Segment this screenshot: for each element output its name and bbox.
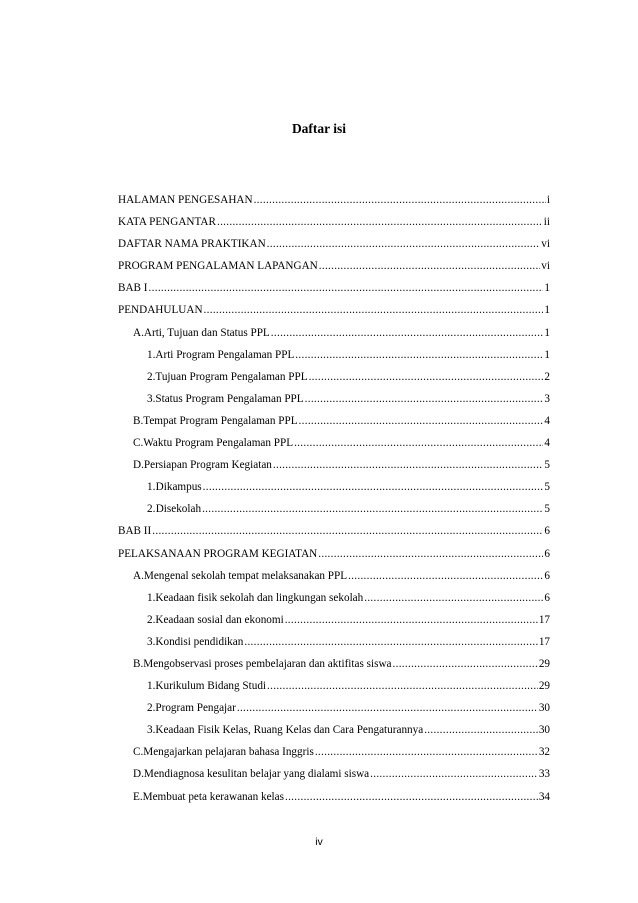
toc-entry-title: Tempat Program Pengalaman PPL — [143, 414, 298, 427]
toc-entry-page: 1 — [544, 326, 550, 339]
toc-entry-page: vi — [541, 260, 550, 273]
toc-dot-leader — [237, 702, 538, 714]
toc-entry-page: 30 — [538, 702, 550, 715]
toc-entry-title: Mendiagnosa kesulitan belajar yang dialami siswa — [143, 768, 370, 781]
toc-entry — [118, 592, 550, 614]
toc-dot-leader — [285, 791, 538, 803]
toc-entry-title: Kurikulum Bidang Studi — [155, 680, 267, 693]
toc-entry-page: vi — [541, 238, 550, 251]
toc-entry-number: 1. — [147, 348, 156, 361]
toc-entry-number: D. — [133, 459, 144, 472]
toc-entry — [118, 746, 550, 768]
toc-dot-leader — [254, 194, 546, 206]
toc-entry-title: Keadaan sosial dan ekonomi — [155, 613, 284, 626]
toc-entry-title: Waktu Program Pengalaman PPL — [143, 437, 294, 450]
toc-entry-number: 1. — [147, 481, 156, 494]
toc-entry-number: C. — [133, 437, 144, 450]
toc-entry — [118, 658, 550, 680]
toc-entry-title: PELAKSANAAN PROGRAM KEGIATAN — [118, 547, 318, 560]
toc-entry-title: PENDAHULUAN — [118, 304, 203, 317]
toc-entry-number: 2. — [147, 503, 156, 516]
toc-entry-page: 17 — [538, 613, 550, 626]
toc-dot-leader — [203, 481, 544, 493]
toc-entry — [118, 680, 550, 702]
toc-dot-leader — [299, 415, 544, 427]
toc-dot-leader — [217, 216, 543, 228]
toc-entry-page: 33 — [538, 768, 550, 781]
toc-entry-number: 3. — [147, 392, 156, 405]
toc-dot-leader — [295, 349, 543, 361]
toc-dot-leader — [309, 371, 544, 383]
toc-dot-leader — [202, 503, 543, 515]
toc-entry — [118, 459, 550, 481]
toc-entry-number: 2. — [147, 702, 156, 715]
toc-entry-title: Mengenal sekolah tempat melaksanakan PPL — [143, 569, 348, 582]
toc-entry-title: PROGRAM PENGALAMAN LAPANGAN — [118, 260, 318, 273]
toc-dot-leader — [424, 724, 538, 736]
toc-entry-page: 5 — [544, 503, 550, 516]
toc-entry — [118, 525, 550, 547]
toc-dot-leader — [152, 525, 543, 537]
toc-entry-number: B. — [133, 657, 144, 670]
toc-entry — [118, 327, 550, 349]
toc-entry-number: 3. — [147, 724, 156, 737]
toc-entry-page: 34 — [538, 790, 550, 803]
toc-entry-title: KATA PENGANTAR — [118, 216, 216, 229]
toc-entry — [118, 260, 550, 282]
toc-entry-title: BAB II — [118, 525, 152, 538]
toc-dot-leader — [319, 260, 541, 272]
toc-entry — [118, 216, 550, 238]
toc-entry-page: 5 — [544, 481, 550, 494]
toc-dot-leader — [318, 548, 543, 560]
toc-entry — [118, 194, 550, 216]
toc-entry-number: 2. — [147, 370, 156, 383]
toc-entry-number: B. — [133, 414, 144, 427]
toc-dot-leader — [294, 437, 543, 449]
toc-entry-page: 6 — [544, 547, 550, 560]
toc-entry-title: Tujuan Program Pengalaman PPL — [155, 370, 308, 383]
toc-entry — [118, 304, 550, 326]
toc-entry — [118, 724, 550, 746]
toc-entry-page: ii — [543, 216, 550, 229]
toc-entry-page: 5 — [544, 459, 550, 472]
toc-entry-number: E. — [133, 790, 143, 803]
toc-entry — [118, 791, 550, 813]
toc-entry-title: Keadaan fisik sekolah dan lingkungan sekolah — [155, 591, 364, 604]
toc-entry — [118, 636, 550, 658]
toc-entry-title: Arti, Tujuan dan Status PPL — [143, 326, 270, 339]
toc-entry — [118, 393, 550, 415]
toc-dot-leader — [364, 592, 543, 604]
toc-dot-leader — [273, 459, 544, 471]
toc-entry — [118, 503, 550, 525]
toc-entry-title: Mengajarkan pelajaran bahasa Inggris — [143, 746, 314, 759]
toc-entry — [118, 349, 550, 371]
toc-entry-page: 17 — [538, 635, 550, 648]
toc-dot-leader — [244, 636, 537, 648]
toc-entry-page: 3 — [544, 392, 550, 405]
toc-dot-leader — [370, 768, 538, 780]
toc-dot-leader — [315, 746, 538, 758]
toc-entry-page: 2 — [544, 370, 550, 383]
toc-entry — [118, 614, 550, 636]
toc-entry-title: BAB I — [118, 282, 148, 295]
toc-entry — [118, 371, 550, 393]
toc-entry-number: D. — [133, 768, 144, 781]
toc-entry-number: 2. — [147, 613, 156, 626]
toc-entry-page: 1 — [544, 304, 550, 317]
toc-entry-number: 3. — [147, 635, 156, 648]
toc-entry-page: 1 — [544, 282, 550, 295]
toc-entry-title: Mengobservasi proses pembelajaran dan aktifitas siswa — [143, 657, 392, 670]
toc-entry-number: 1. — [147, 680, 156, 693]
toc-entry-title: Persiapan Program Kegiatan — [143, 459, 272, 472]
toc-entry-page: 4 — [544, 414, 550, 427]
toc-entry-title: Kondisi pendidikan — [155, 635, 244, 648]
toc-dot-leader — [305, 393, 544, 405]
toc-entry-number: C. — [133, 746, 144, 759]
toc-entry-title: Status Program Pengalaman PPL — [155, 392, 304, 405]
toc-entry-title: Membuat peta kerawanan kelas — [142, 790, 284, 803]
toc-entry — [118, 437, 550, 459]
toc-entry — [118, 282, 550, 304]
toc-entry-title: Arti Program Pengalaman PPL — [155, 348, 295, 361]
page-number: iv — [315, 836, 323, 848]
toc-dot-leader — [149, 282, 544, 294]
toc-dot-leader — [348, 570, 543, 582]
toc-entry-page: 6 — [544, 591, 550, 604]
toc-entry-page: i — [546, 194, 550, 206]
toc-entry-title: Program Pengajar — [155, 702, 236, 715]
toc-dot-leader — [267, 238, 541, 250]
toc-entry-page: 6 — [544, 569, 550, 582]
toc-entry-number: A. — [133, 326, 144, 339]
toc-dot-leader — [204, 304, 544, 316]
toc-entry — [118, 481, 550, 503]
toc-entry-title: HALAMAN PENGESAHAN — [118, 194, 253, 206]
toc-entry — [118, 768, 550, 790]
toc-dot-leader — [393, 658, 538, 670]
toc-entry-number: A. — [133, 569, 144, 582]
toc-entry — [118, 415, 550, 437]
toc-entry-page: 1 — [544, 348, 550, 361]
toc-entry-title: Dikampus — [155, 481, 202, 494]
toc-entry-page: 29 — [538, 680, 550, 693]
toc-dot-leader — [285, 614, 538, 626]
toc-dot-leader — [267, 680, 538, 692]
toc-entry — [118, 238, 550, 260]
toc-entry-title: Keadaan Fisik Kelas, Ruang Kelas dan Cara Pengaturannya — [155, 724, 424, 737]
toc-entry-page: 30 — [538, 724, 550, 737]
toc-entry-page: 6 — [544, 525, 550, 538]
page-title: Daftar isi — [291, 121, 347, 136]
toc-entry-number: 1. — [147, 591, 156, 604]
toc-entry-page: 29 — [538, 657, 550, 670]
toc-entry-page: 32 — [538, 746, 550, 759]
toc-entry — [118, 548, 550, 570]
toc-entry-page: 4 — [544, 437, 550, 450]
toc-entry-title: Disekolah — [155, 503, 202, 516]
toc-dot-leader — [271, 327, 544, 339]
toc-entry — [118, 570, 550, 592]
toc-entry — [118, 702, 550, 724]
table-of-contents — [118, 194, 550, 813]
toc-entry-title: DAFTAR NAMA PRAKTIKAN — [118, 238, 266, 251]
